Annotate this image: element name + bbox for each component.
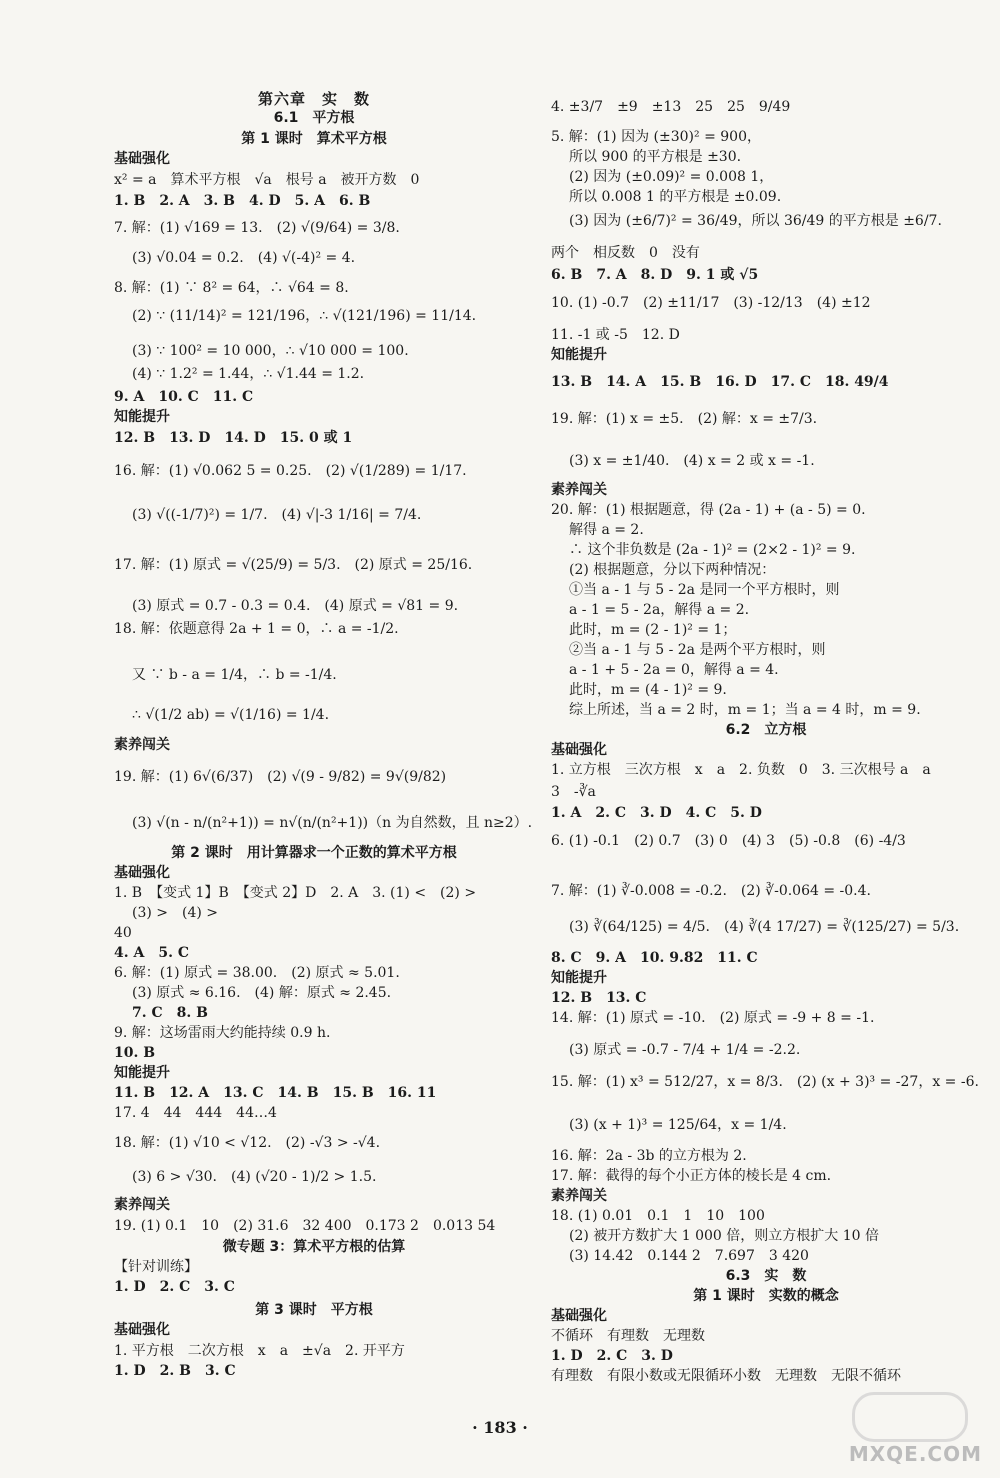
answer-line: 12. B 13. C [551,990,647,1006]
answer-line: 6. 解：(1) 原式 = 38.00. (2) 原式 ≈ 5.01. [114,965,400,981]
answer-line: 40 [114,925,132,941]
answer-line: 1. B 2. A 3. B 4. D 5. A 6. B [114,193,371,209]
answer-line: 1. 立方根 三次方根 x a 2. 负数 0 3. 三次根号 a a [551,762,931,778]
answer-line: 18. 解：(1) √10 < √12. (2) -√3 > -√4. [114,1135,381,1151]
watermark-seal-icon [852,1392,968,1442]
answer-line: 6. (1) -0.1 (2) 0.7 (3) 0 (4) 3 (5) -0.8 (6) -4/3 [551,833,906,849]
answer-line: 4. ±3/7 ±9 ±13 25 25 9/49 [551,99,791,115]
answer-line: 知能提升 [114,1065,170,1081]
answer-line: 17. 解：截得的每个小正方体的棱长是 4 cm. [551,1168,832,1184]
answer-line: 解得 a = 2. [569,522,644,538]
watermark-text: MXQE.COM [848,1442,982,1466]
answer-line: 11. B 12. A 13. C 14. B 15. B 16. 11 [114,1085,437,1101]
answer-line: 8. 解：(1) ∵ 8² = 64，∴ √64 = 8. [114,280,349,296]
answer-line: 此时，m = (2 - 1)² = 1； [569,622,737,638]
answer-line: 1. D 2. B 3. C [114,1363,236,1379]
answer-line: 第 1 课时 算术平方根 [241,131,387,147]
answer-line: (2) 因为 (±0.09)² = 0.008 1， [569,169,774,185]
answer-line: 【针对训练】 [114,1259,198,1275]
answer-line: 16. 解：(1) √0.062 5 = 0.25. (2) √(1/289) = 1/17. [114,463,467,479]
answer-line: 6.2 立方根 [725,722,807,738]
answer-line: (3) ∛(64/125) = 4/5. (4) ∛(4 17/27) = ∛(125/27) = 5/3. [569,919,960,935]
answer-line: 两个 相反数 0 没有 [551,245,700,261]
answer-line: 16. 解：2a - 3b 的立方根为 2. [551,1148,747,1164]
answer-line: 3 -∛a [551,784,596,800]
answer-line: 基础强化 [551,742,607,758]
answer-line: 9. 解：这场雷雨大约能持续 0.9 h. [114,1025,331,1041]
answer-line: 第 3 课时 平方根 [255,1302,373,1318]
answer-line: (3) 原式 ≈ 6.16. (4) 解：原式 ≈ 2.45. [132,985,392,1001]
answer-line: ①当 a - 1 与 5 - 2a 是同一个平方根时，则 [569,582,840,598]
answer-line: 11. -1 或 -5 12. D [551,327,680,343]
answer-line: 19. 解：(1) x = ±5. (2) 解：x = ±7/3. [551,411,818,427]
answer-line: 所以 900 的平方根是 ±30. [569,149,742,165]
answer-line: (3) √(n - n/(n²+1)) = n√(n/(n²+1))（n 为自然数，且 n≥2）. [132,815,533,831]
answer-line: 不循环 有理数 无理数 [551,1328,705,1344]
answer-line: 素养闯关 [551,482,607,498]
answer-line: (3) √0.04 = 0.2. (4) √(-4)² = 4. [132,250,356,266]
answer-line: 素养闯关 [551,1188,607,1204]
answer-line: (4) ∵ 1.2² = 1.44，∴ √1.44 = 1.2. [132,366,365,382]
answer-line: 18. (1) 0.01 0.1 1 10 100 [551,1208,765,1224]
answer-line: a - 1 + 5 - 2a = 0，解得 a = 4. [569,662,779,678]
answer-line: 1. 平方根 二次方根 x a ±√a 2. 开平方 [114,1343,405,1359]
answer-line: x² = a 算术平方根 √a 根号 a 被开方数 0 [114,172,420,188]
answer-line: (3) 原式 = 0.7 - 0.3 = 0.4. (4) 原式 = √81 = 9. [132,598,459,614]
answer-line: ∴ √(1/2 ab) = √(1/16) = 1/4. [132,707,330,723]
answer-line: 综上所述，当 a = 2 时，m = 1；当 a = 4 时，m = 9. [569,702,921,718]
answer-line: 17. 解：(1) 原式 = √(25/9) = 5/3. (2) 原式 = 25/16. [114,557,473,573]
answer-line: 知能提升 [114,409,170,425]
answer-line: 19. 解：(1) 6√(6/37) (2) √(9 - 9/82) = 9√(9/82) [114,769,447,785]
answer-line: (3) √((-1/7)²) = 1/7. (4) √|-3 1/16| = 7/4. [132,507,422,523]
answer-line: 15. 解：(1) x³ = 512/27，x = 8/3. (2) (x + 3)³ = -27，x = -6. [551,1074,979,1090]
answer-line: 所以 0.008 1 的平方根是 ±0.09. [569,189,782,205]
answer-line: 9. A 10. C 11. C [114,389,254,405]
answer-line: (3) 6 > √30. (4) (√20 - 1)/2 > 1.5. [132,1169,377,1185]
answer-line: 素养闯关 [114,737,170,753]
answer-line: 4. A 5. C [114,945,189,961]
answer-line: (3) ∵ 100² = 10 000，∴ √10 000 = 100. [132,343,409,359]
answer-line: (2) ∵ (11/14)² = 121/196，∴ √(121/196) = 11/14. [132,308,477,324]
answer-line: 有理数 有限小数或无限循环小数 无理数 无限不循环 [551,1368,901,1384]
answer-line: 1. A 2. C 3. D 4. C 5. D [551,805,762,821]
answer-line: 又 ∵ b - a = 1/4，∴ b = -1/4. [132,667,337,683]
answer-line: 微专题 3：算术平方根的估算 [222,1239,406,1255]
answer-line: 20. 解：(1) 根据题意，得 (2a - 1) + (a - 5) = 0. [551,502,866,518]
answer-line: ②当 a - 1 与 5 - 2a 是两个平方根时，则 [569,642,826,658]
answer-line: 10. B [114,1045,156,1061]
answer-line: (3) 因为 (±6/7)² = 36/49，所以 36/49 的平方根是 ±6/7. [569,213,942,229]
answer-line: 基础强化 [114,151,170,167]
answer-line: 素养闯关 [114,1197,170,1213]
answer-line: 5. 解：(1) 因为 (±30)² = 900， [551,129,761,145]
answer-line: 7. 解：(1) √169 = 13. (2) √(9/64) = 3/8. [114,220,400,236]
answer-line: 第六章 实 数 [257,90,370,108]
watermark-logo [830,1392,990,1472]
answer-line: 1. D 2. C 3. C [114,1279,235,1295]
answer-line: ∴ 这个非负数是 (2a - 1)² = (2×2 - 1)² = 9. [569,542,856,558]
answer-line: 基础强化 [551,1308,607,1324]
answer-line: 知能提升 [551,970,607,986]
answer-line: (2) 被开方数扩大 1 000 倍，则立方根扩大 10 倍 [569,1228,879,1244]
answer-line: 17. 4 44 444 44…4 [114,1105,277,1121]
answer-line: 6. B 7. A 8. D 9. 1 或 √5 [551,267,759,283]
answer-line: (3) x = ±1/40. (4) x = 2 或 x = -1. [569,453,815,469]
answer-line: 12. B 13. D 14. D 15. 0 或 1 [114,430,353,446]
answer-line: 7. C 8. B [132,1005,208,1021]
answer-line: 基础强化 [114,1322,170,1338]
answer-line: (3) > (4) > [132,905,219,921]
answer-line: 知能提升 [551,347,607,363]
answer-line: 1. D 2. C 3. D [551,1348,673,1364]
answer-line: 6.3 实 数 [725,1268,807,1284]
answer-line: 7. 解：(1) ∛-0.008 = -0.2. (2) ∛-0.064 = -0.4. [551,883,871,899]
answer-line: 13. B 14. A 15. B 16. D 17. C 18. 49/4 [551,374,889,390]
answer-line: 第 1 课时 实数的概念 [693,1288,839,1304]
page-number: · 183 · [472,1418,528,1437]
answer-line: 18. 解：依题意得 2a + 1 = 0，∴ a = -1/2. [114,621,399,637]
answer-line: 1. B 【变式 1】B 【变式 2】D 2. A 3. (1) < (2) > [114,885,477,901]
answer-line: 6.1 平方根 [273,110,355,126]
answer-line: 第 2 课时 用计算器求一个正数的算术平方根 [171,845,457,861]
answer-line: 10. (1) -0.7 (2) ±11/17 (3) -12/13 (4) ±12 [551,295,871,311]
answer-line: 19. (1) 0.1 10 (2) 31.6 32 400 0.173 2 0.013 54 [114,1218,496,1234]
answer-line: 此时，m = (4 - 1)² = 9. [569,682,727,698]
answer-line: (2) 根据题意，分以下两种情况： [569,562,776,578]
answer-line: (3) 14.42 0.144 2 7.697 3 420 [569,1248,809,1264]
answer-line: 14. 解：(1) 原式 = -10. (2) 原式 = -9 + 8 = -1. [551,1010,875,1026]
answer-line: a - 1 = 5 - 2a，解得 a = 2. [569,602,750,618]
answer-line: 基础强化 [114,865,170,881]
answer-line: 8. C 9. A 10. 9.82 11. C [551,950,758,966]
answer-line: (3) (x + 1)³ = 125/64，x = 1/4. [569,1117,787,1133]
answer-line: (3) 原式 = -0.7 - 7/4 + 1/4 = -2.2. [569,1042,801,1058]
